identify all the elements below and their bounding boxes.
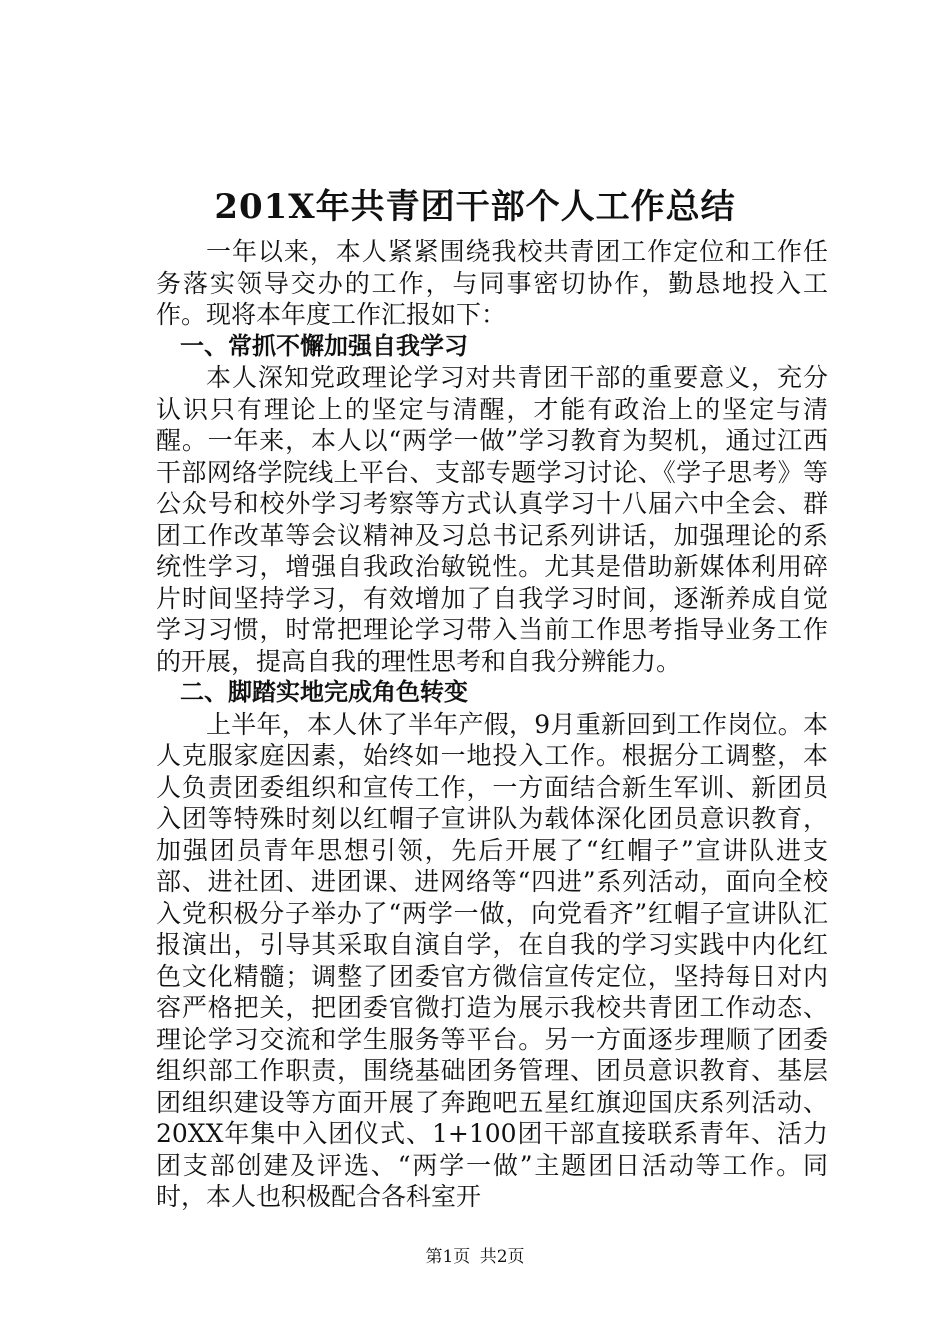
section-1-heading: 一、常抓不懈加强自我学习 — [180, 331, 468, 360]
section-2-paragraph: 上半年，本人休了半年产假，9月重新回到工作岗位。本人克服家庭因素，始终如一地投入工作。根据分工调整，本人负责团委组织和宣传工作，一方面结合新生军训、新团员入团等特殊时刻以红帽子宣讲队为载体深化团员意识教育，加强团员青年思想引领，先后开展了“红帽子”宣讲队进支部、进社团、进团课、进网络等“四进”系列活动，面向全校入党积极分子举办了“两学一做，向党看齐”红帽子宣讲队汇报演出，引导其采取自演自学，在自我的学习实践中内化红色文化精髓；调整了团委官方微信宣传定位，坚持每日对内容严格把关，把团委官微打造为展示我校共青团工作动态、理论学习交流和学生服务等平台。另一方面逐步理顺了团委组织部工作职责，围绕基础团务管理、团员意识教育、基层团组织建设等方面开展了奔跑吧五星红旗迎国庆系列活动、20XX年集中入团仪式、1+100团干部直接联系青年、活力团支部创建及评选、“两学一做”主题团日活动等工作。同时，本人也积极配合各科室开 — [156, 709, 828, 1211]
section-1-paragraph: 本人深知党政理论学习对共青团干部的重要意义，充分认识只有理论上的坚定与清醒，才能有政治上的坚定与清醒。一年来，本人以“两学一做”学习教育为契机，通过江西干部网络学院线上平台、支部专题学习讨论、《学子思考》等公众号和校外学习考察等方式认真学习十八届六中全会、群团工作改革等会议精神及习总书记系列讲话，加强理论的系统性学习，增强自我政治敏锐性。尤其是借助新媒体利用碎片时间坚持学习，有效增加了自我学习时间，逐渐养成自觉学习习惯，时常把理论学习带入当前工作思考指导业务工作的开展，提高自我的理性思考和自我分辨能力。 — [156, 363, 828, 676]
page-total: 共2页 — [479, 1247, 525, 1267]
document-body — [156, 236, 828, 1213]
intro-paragraph: 一年以来，本人紧紧围绕我校共青团工作定位和工作任务落实领导交办的工作，与同事密切协作，勤恳地投入工作。现将本年度工作汇报如下： — [156, 237, 828, 329]
document-title: 201X年共青团干部个人工作总结 — [214, 187, 736, 227]
page-footer — [0, 1245, 950, 1269]
page-number: 第1页 — [425, 1247, 471, 1267]
section-2-heading: 二、脚踏实地完成角色转变 — [180, 678, 468, 706]
